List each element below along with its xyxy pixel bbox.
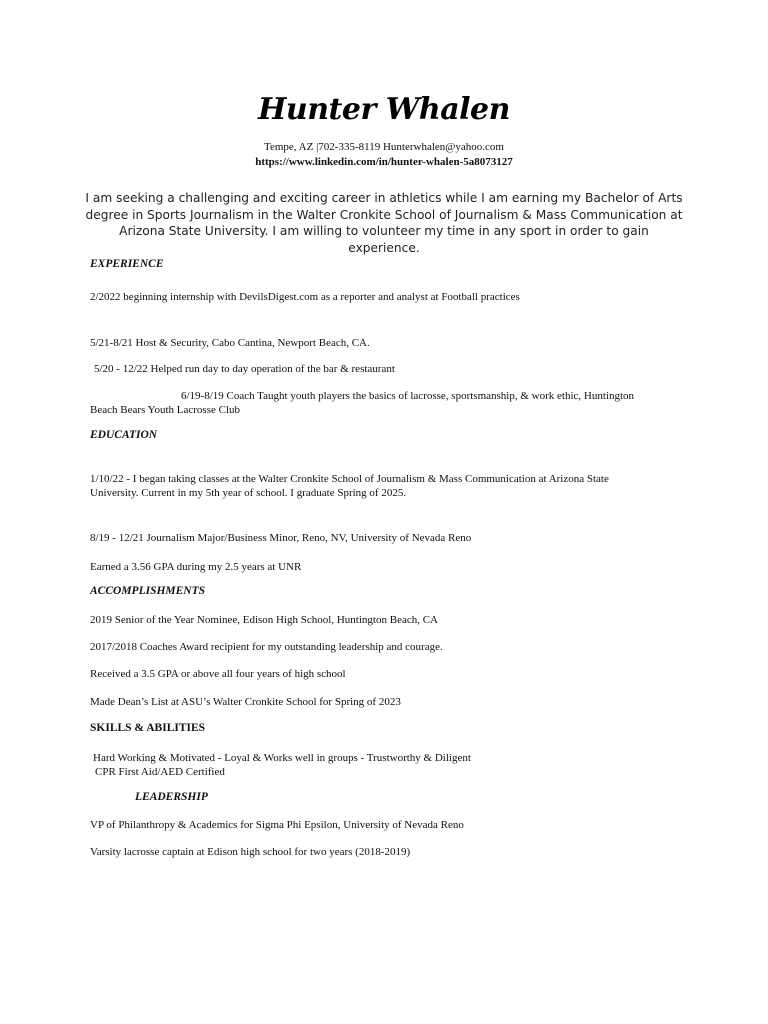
experience-heading: EXPERIENCE [90,258,164,270]
education-item: 8/19 - 12/21 Journalism Major/Business Minor, Reno, NV, University of Nevada Reno [90,532,472,544]
candidate-name: Hunter Whalen [258,92,510,127]
skill-item: CPR First Aid/AED Certified [95,766,225,778]
accomplishment-item: 2019 Senior of the Year Nominee, Edison High School, Huntington Beach, CA [90,614,438,626]
objective-statement: I am seeking a challenging and exciting career in athletics while I am earning my Bachelor of Arts degree in Sports Journalism in the Walter Cronkite School of Journalism & Mass Communication at Arizona State University. I am willing to volunteer my time in any sport in order to gain experience. [85,191,683,255]
experience-item: 2/2022 beginning internship with DevilsDigest.com as a reporter and analyst at Football practices [90,291,520,303]
education-item: 1/10/22 - I began taking classes at the Walter Cronkite School of Journalism & Mass Communication at Arizona State [90,473,609,485]
experience-item: Beach Bears Youth Lacrosse Club [90,404,241,416]
education-item: Earned a 3.56 GPA during my 2.5 years at UNR [90,561,302,573]
leadership-item: Varsity lacrosse captain at Edison high school for two years (2018-2019) [90,846,411,858]
accomplishment-item: 2017/2018 Coaches Award recipient for my outstanding leadership and courage. [90,641,443,653]
contact-line: Tempe, AZ |702-335-8119 Hunterwhalen@yahoo.com [264,141,504,153]
leadership-heading: LEADERSHIP [135,791,208,803]
education-heading: EDUCATION [90,429,158,441]
accomplishment-item: Made Dean’s List at ASU’s Walter Cronkite School for Spring of 2023 [90,696,401,708]
skills-heading: SKILLS & ABILITIES [90,722,206,734]
linkedin-url: https://www.linkedin.com/in/hunter-whalen-5a8073127 [255,156,513,168]
skill-item: Hard Working & Motivated - Loyal & Works well in groups - Trustworthy & Diligent [93,752,471,764]
experience-item: 5/20 - 12/22 Helped run day to day operation of the bar & restaurant [94,363,395,375]
accomplishment-item: Received a 3.5 GPA or above all four years of high school [90,668,346,680]
experience-item: 5/21-8/21 Host & Security, Cabo Cantina, Newport Beach, CA. [90,337,370,349]
experience-item: 6/19-8/19 Coach Taught youth players the basics of lacrosse, sportsmanship, & work ethic, Huntington [181,390,635,402]
leadership-item: VP of Philanthropy & Academics for Sigma Phi Epsilon, University of Nevada Reno [90,819,464,831]
education-item: University. Current in my 5th year of school. I graduate Spring of 2025. [90,487,407,499]
accomplishments-heading: ACCOMPLISHMENTS [90,585,206,597]
